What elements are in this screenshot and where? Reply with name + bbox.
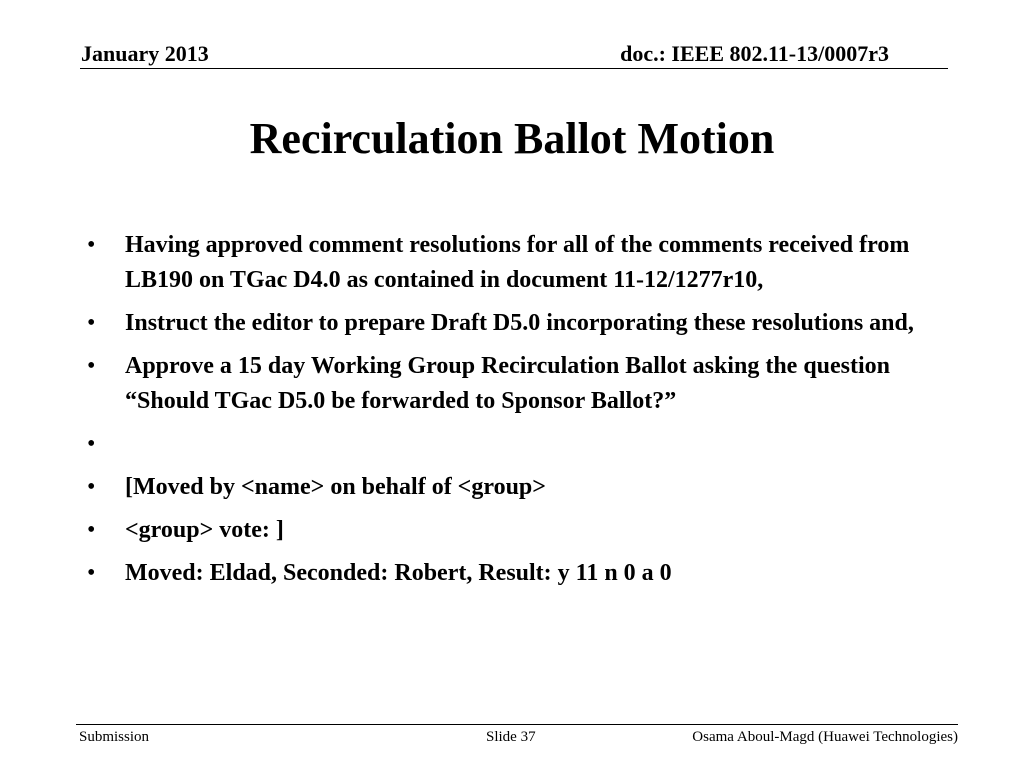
footer-slide-number: Slide 37 bbox=[486, 729, 536, 745]
bullet-text: [Moved by <name> on behalf of <group> bbox=[125, 474, 546, 500]
bullet-text: Moved: Eldad, Seconded: Robert, Result: y 11 n 0 a 0 bbox=[125, 560, 672, 586]
bullet-marker: • bbox=[87, 232, 96, 258]
bullet-marker: • bbox=[87, 353, 96, 379]
bullet-marker: • bbox=[87, 474, 96, 500]
bullet-item bbox=[87, 228, 932, 298]
bullet-item-empty bbox=[87, 427, 932, 462]
motion-bullet-list bbox=[87, 228, 932, 599]
footer-submission: Submission bbox=[79, 729, 150, 745]
header-divider bbox=[80, 68, 948, 69]
bullet-marker: • bbox=[87, 517, 96, 543]
bullet-item bbox=[87, 513, 932, 548]
bullet-item bbox=[87, 306, 932, 341]
bullet-item bbox=[87, 349, 932, 419]
header-date: January 2013 bbox=[81, 41, 209, 66]
bullet-text: Approve a 15 day Working Group Recirculation Ballot asking the question “Should TGac D5.0 be forwarded to Sponsor Ballot?” bbox=[125, 353, 891, 414]
bullet-item bbox=[87, 470, 932, 505]
bullet-text: Having approved comment resolutions for all of the comments received from LB190 on TGac D4.0 as contained in document 11-12/1277r10, bbox=[125, 232, 910, 293]
header-document-id: doc.: IEEE 802.11-13/0007r3 bbox=[620, 41, 889, 66]
bullet-marker: • bbox=[87, 560, 96, 586]
bullet-marker: • bbox=[87, 431, 96, 457]
bullet-item bbox=[87, 556, 932, 591]
bullet-text: <group> vote: ] bbox=[125, 517, 284, 543]
footer-author: Osama Aboul-Magd (Huawei Technologies) bbox=[692, 729, 958, 745]
bullet-marker: • bbox=[87, 310, 96, 336]
footer-divider bbox=[76, 724, 958, 725]
slide-title: Recirculation Ballot Motion bbox=[249, 114, 775, 163]
bullet-text: Instruct the editor to prepare Draft D5.0 incorporating these resolutions and, bbox=[125, 310, 914, 336]
